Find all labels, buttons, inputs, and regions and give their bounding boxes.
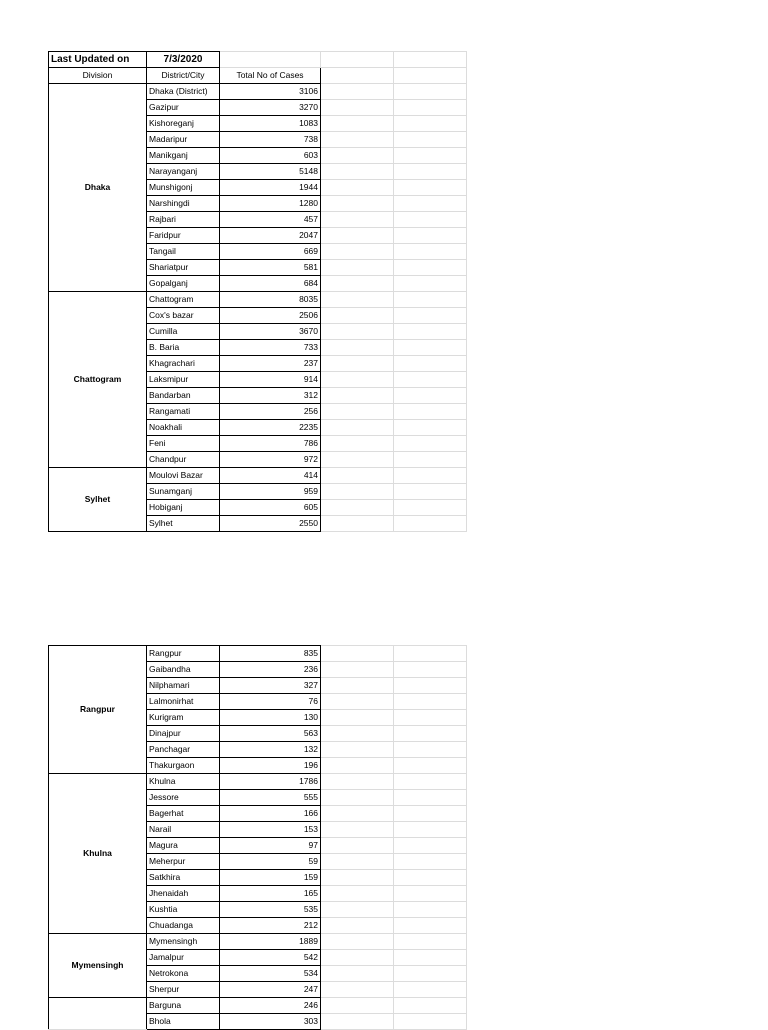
empty-cell[interactable] — [394, 790, 467, 806]
district-cell[interactable]: Khagrachari — [147, 356, 220, 372]
empty-cell[interactable] — [321, 356, 394, 372]
empty-cell[interactable] — [321, 164, 394, 180]
district-cell[interactable]: Bhola — [147, 1014, 220, 1030]
empty-cell[interactable] — [321, 902, 394, 918]
district-cell[interactable]: Magura — [147, 838, 220, 854]
empty-cell[interactable] — [394, 966, 467, 982]
cases-cell[interactable]: 563 — [220, 726, 321, 742]
cases-cell[interactable]: 165 — [220, 886, 321, 902]
empty-cell[interactable] — [394, 500, 467, 516]
empty-cell[interactable] — [321, 662, 394, 678]
empty-cell[interactable] — [321, 372, 394, 388]
district-cell[interactable]: Gazipur — [147, 100, 220, 116]
district-cell[interactable]: Shariatpur — [147, 260, 220, 276]
empty-cell[interactable] — [321, 774, 394, 790]
empty-cell[interactable] — [394, 516, 467, 532]
empty-cell[interactable] — [394, 662, 467, 678]
empty-cell[interactable] — [394, 228, 467, 244]
cases-cell[interactable]: 3670 — [220, 324, 321, 340]
empty-cell[interactable] — [321, 484, 394, 500]
district-cell[interactable]: Rangamati — [147, 404, 220, 420]
empty-cell[interactable] — [394, 100, 467, 116]
district-cell[interactable]: Tangail — [147, 244, 220, 260]
empty-cell[interactable] — [321, 420, 394, 436]
cases-cell[interactable]: 5148 — [220, 164, 321, 180]
cases-cell[interactable]: 153 — [220, 822, 321, 838]
empty-cell[interactable] — [321, 758, 394, 774]
empty-cell[interactable] — [394, 838, 467, 854]
empty-cell[interactable] — [321, 854, 394, 870]
cases-cell[interactable]: 247 — [220, 982, 321, 998]
district-cell[interactable]: Dinajpur — [147, 726, 220, 742]
empty-cell[interactable] — [394, 854, 467, 870]
district-cell[interactable]: Gaibandha — [147, 662, 220, 678]
cases-cell[interactable]: 959 — [220, 484, 321, 500]
district-cell[interactable]: Barguna — [147, 998, 220, 1014]
empty-cell[interactable] — [394, 164, 467, 180]
empty-cell[interactable] — [321, 950, 394, 966]
district-cell[interactable]: Noakhali — [147, 420, 220, 436]
empty-cell[interactable] — [394, 710, 467, 726]
column-header-row — [49, 68, 467, 84]
empty-cell[interactable] — [394, 132, 467, 148]
cases-cell[interactable]: 914 — [220, 372, 321, 388]
cases-cell[interactable]: 835 — [220, 646, 321, 662]
district-cell[interactable]: Sylhet — [147, 516, 220, 532]
empty-cell[interactable] — [321, 678, 394, 694]
cases-cell[interactable]: 159 — [220, 870, 321, 886]
cases-cell[interactable]: 246 — [220, 998, 321, 1014]
empty-cell[interactable] — [394, 372, 467, 388]
cases-cell[interactable]: 327 — [220, 678, 321, 694]
empty-cell[interactable] — [321, 500, 394, 516]
cases-cell[interactable]: 2506 — [220, 308, 321, 324]
empty-cell[interactable] — [394, 52, 467, 68]
district-cell[interactable]: Madaripur — [147, 132, 220, 148]
table-row — [49, 84, 467, 100]
empty-cell[interactable] — [321, 340, 394, 356]
empty-cell[interactable] — [321, 84, 394, 100]
empty-cell[interactable] — [321, 822, 394, 838]
empty-cell[interactable] — [321, 934, 394, 950]
empty-cell[interactable] — [394, 934, 467, 950]
cases-cell[interactable]: 196 — [220, 758, 321, 774]
cases-cell[interactable]: 669 — [220, 244, 321, 260]
cases-cell[interactable]: 212 — [220, 918, 321, 934]
cases-cell[interactable]: 59 — [220, 854, 321, 870]
empty-cell[interactable] — [321, 742, 394, 758]
cases-cell[interactable]: 1083 — [220, 116, 321, 132]
district-cell[interactable]: Kishoreganj — [147, 116, 220, 132]
empty-cell[interactable] — [394, 998, 467, 1014]
empty-cell[interactable] — [321, 918, 394, 934]
district-cell[interactable]: Satkhira — [147, 870, 220, 886]
empty-cell[interactable] — [321, 998, 394, 1014]
cases-cell[interactable]: 3270 — [220, 100, 321, 116]
empty-cell[interactable] — [321, 436, 394, 452]
empty-cell[interactable] — [321, 452, 394, 468]
cases-table-1 — [48, 51, 467, 532]
district-cell[interactable]: Jessore — [147, 790, 220, 806]
cases-cell[interactable]: 76 — [220, 694, 321, 710]
empty-cell[interactable] — [394, 260, 467, 276]
empty-cell[interactable] — [321, 260, 394, 276]
table-row — [49, 998, 467, 1014]
cases-cell[interactable]: 1280 — [220, 196, 321, 212]
cases-cell[interactable]: 414 — [220, 468, 321, 484]
empty-cell[interactable] — [321, 68, 394, 84]
empty-cell[interactable] — [321, 790, 394, 806]
cases-table-2 — [48, 645, 467, 1030]
empty-cell[interactable] — [394, 678, 467, 694]
cases-cell[interactable]: 555 — [220, 790, 321, 806]
empty-cell[interactable] — [394, 276, 467, 292]
division-cell[interactable]: Sylhet — [49, 468, 147, 532]
cases-cell[interactable]: 542 — [220, 950, 321, 966]
empty-cell[interactable] — [394, 148, 467, 164]
district-cell[interactable]: Hobiganj — [147, 500, 220, 516]
empty-cell[interactable] — [321, 292, 394, 308]
empty-cell[interactable] — [321, 148, 394, 164]
cases-cell[interactable]: 2235 — [220, 420, 321, 436]
cases-cell[interactable]: 312 — [220, 388, 321, 404]
empty-cell[interactable] — [321, 710, 394, 726]
last-updated-label[interactable]: Last Updated on — [49, 52, 147, 68]
empty-cell[interactable] — [321, 982, 394, 998]
last-updated-row — [49, 52, 467, 68]
empty-cell[interactable] — [321, 324, 394, 340]
division-cell[interactable]: Khulna — [49, 774, 147, 934]
empty-cell[interactable] — [321, 468, 394, 484]
district-cell[interactable]: Thakurgaon — [147, 758, 220, 774]
cases-cell[interactable]: 256 — [220, 404, 321, 420]
empty-cell[interactable] — [394, 742, 467, 758]
cases-cell[interactable]: 237 — [220, 356, 321, 372]
header-total-cases[interactable]: Total No of Cases — [220, 68, 321, 84]
empty-cell[interactable] — [394, 244, 467, 260]
district-cell[interactable]: Narayanganj — [147, 164, 220, 180]
cases-cell[interactable]: 603 — [220, 148, 321, 164]
division-cell[interactable]: Rangpur — [49, 646, 147, 774]
cases-cell[interactable]: 738 — [220, 132, 321, 148]
district-cell[interactable]: Rajbari — [147, 212, 220, 228]
district-cell[interactable]: Bagerhat — [147, 806, 220, 822]
empty-cell[interactable] — [321, 52, 394, 68]
cases-cell[interactable]: 2047 — [220, 228, 321, 244]
empty-cell[interactable] — [394, 822, 467, 838]
cases-cell[interactable]: 97 — [220, 838, 321, 854]
cases-cell[interactable]: 2550 — [220, 516, 321, 532]
district-cell[interactable]: Cumilla — [147, 324, 220, 340]
cases-cell[interactable]: 8035 — [220, 292, 321, 308]
district-cell[interactable]: Rangpur — [147, 646, 220, 662]
district-cell[interactable]: Faridpur — [147, 228, 220, 244]
district-cell[interactable]: Jhenaidah — [147, 886, 220, 902]
cases-cell[interactable]: 303 — [220, 1014, 321, 1030]
table-row — [49, 292, 467, 308]
cases-cell[interactable]: 3106 — [220, 84, 321, 100]
empty-cell[interactable] — [321, 116, 394, 132]
district-cell[interactable]: Bandarban — [147, 388, 220, 404]
district-cell[interactable]: Gopalganj — [147, 276, 220, 292]
empty-cell[interactable] — [321, 244, 394, 260]
empty-cell[interactable] — [321, 516, 394, 532]
district-cell[interactable]: Cox's bazar — [147, 308, 220, 324]
empty-cell[interactable] — [394, 646, 467, 662]
empty-cell[interactable] — [321, 966, 394, 982]
empty-cell[interactable] — [321, 646, 394, 662]
district-cell[interactable]: Panchagar — [147, 742, 220, 758]
empty-cell[interactable] — [394, 886, 467, 902]
cases-cell[interactable]: 534 — [220, 966, 321, 982]
empty-cell[interactable] — [321, 100, 394, 116]
empty-cell[interactable] — [394, 774, 467, 790]
district-cell[interactable]: Manikganj — [147, 148, 220, 164]
district-cell[interactable]: Netrokona — [147, 966, 220, 982]
empty-cell[interactable] — [321, 180, 394, 196]
district-cell[interactable]: Sunamganj — [147, 484, 220, 500]
empty-cell[interactable] — [321, 806, 394, 822]
cases-cell[interactable]: 457 — [220, 212, 321, 228]
empty-cell[interactable] — [321, 276, 394, 292]
district-cell[interactable]: Laksmipur — [147, 372, 220, 388]
empty-cell[interactable] — [394, 404, 467, 420]
empty-cell[interactable] — [394, 116, 467, 132]
cases-cell[interactable]: 535 — [220, 902, 321, 918]
district-cell[interactable]: Meherpur — [147, 854, 220, 870]
cases-cell[interactable]: 130 — [220, 710, 321, 726]
empty-cell[interactable] — [394, 356, 467, 372]
empty-cell[interactable] — [321, 886, 394, 902]
empty-cell[interactable] — [394, 694, 467, 710]
empty-cell[interactable] — [321, 726, 394, 742]
table-row — [49, 774, 467, 790]
cases-cell[interactable]: 605 — [220, 500, 321, 516]
cases-cell[interactable]: 733 — [220, 340, 321, 356]
empty-cell[interactable] — [394, 180, 467, 196]
district-cell[interactable]: Chuadanga — [147, 918, 220, 934]
last-updated-value[interactable]: 7/3/2020 — [147, 52, 220, 68]
division-cell[interactable]: Mymensingh — [49, 934, 147, 998]
cases-cell[interactable]: 581 — [220, 260, 321, 276]
empty-cell[interactable] — [394, 324, 467, 340]
header-district[interactable]: District/City — [147, 68, 220, 84]
empty-cell[interactable] — [394, 308, 467, 324]
header-division[interactable]: Division — [49, 68, 147, 84]
empty-cell[interactable] — [321, 1014, 394, 1030]
district-cell[interactable]: Kushtia — [147, 902, 220, 918]
district-cell[interactable]: Sherpur — [147, 982, 220, 998]
empty-cell[interactable] — [394, 420, 467, 436]
empty-cell[interactable] — [394, 1014, 467, 1030]
division-cell[interactable]: Chattogram — [49, 292, 147, 468]
district-cell[interactable]: Mymensingh — [147, 934, 220, 950]
district-cell[interactable]: Chattogram — [147, 292, 220, 308]
empty-cell[interactable] — [394, 982, 467, 998]
table-row — [49, 646, 467, 662]
division-cell[interactable] — [49, 998, 147, 1030]
empty-cell[interactable] — [321, 132, 394, 148]
empty-cell[interactable] — [321, 308, 394, 324]
empty-cell[interactable] — [321, 196, 394, 212]
district-cell[interactable]: Chandpur — [147, 452, 220, 468]
empty-cell[interactable] — [394, 436, 467, 452]
empty-cell[interactable] — [394, 84, 467, 100]
cases-cell[interactable]: 166 — [220, 806, 321, 822]
empty-cell[interactable] — [394, 468, 467, 484]
district-cell[interactable]: Moulovi Bazar — [147, 468, 220, 484]
empty-cell[interactable] — [394, 870, 467, 886]
district-cell[interactable]: Dhaka (District) — [147, 84, 220, 100]
empty-cell[interactable] — [394, 452, 467, 468]
division-cell[interactable]: Dhaka — [49, 84, 147, 292]
empty-cell[interactable] — [321, 388, 394, 404]
empty-cell[interactable] — [394, 902, 467, 918]
empty-cell[interactable] — [394, 758, 467, 774]
district-cell[interactable]: Khulna — [147, 774, 220, 790]
empty-cell[interactable] — [394, 806, 467, 822]
empty-cell[interactable] — [321, 694, 394, 710]
empty-cell[interactable] — [394, 340, 467, 356]
table-row — [49, 934, 467, 950]
empty-cell[interactable] — [394, 212, 467, 228]
cases-cell[interactable]: 1889 — [220, 934, 321, 950]
district-cell[interactable]: Feni — [147, 436, 220, 452]
empty-cell[interactable] — [321, 838, 394, 854]
district-cell[interactable]: Lalmonirhat — [147, 694, 220, 710]
empty-cell[interactable] — [394, 726, 467, 742]
cases-cell[interactable]: 132 — [220, 742, 321, 758]
cases-cell[interactable]: 1786 — [220, 774, 321, 790]
empty-cell[interactable] — [220, 52, 321, 68]
empty-cell[interactable] — [394, 918, 467, 934]
empty-cell[interactable] — [394, 388, 467, 404]
table-row — [49, 468, 467, 484]
cases-cell[interactable]: 684 — [220, 276, 321, 292]
cases-cell[interactable]: 972 — [220, 452, 321, 468]
district-cell[interactable]: Munshigonj — [147, 180, 220, 196]
empty-cell[interactable] — [394, 484, 467, 500]
empty-cell[interactable] — [394, 292, 467, 308]
district-cell[interactable]: Jamalpur — [147, 950, 220, 966]
district-cell[interactable]: B. Baria — [147, 340, 220, 356]
district-cell[interactable]: Narail — [147, 822, 220, 838]
district-cell[interactable]: Narshingdi — [147, 196, 220, 212]
empty-cell[interactable] — [321, 228, 394, 244]
cases-cell[interactable]: 236 — [220, 662, 321, 678]
district-cell[interactable]: Kurigram — [147, 710, 220, 726]
empty-cell[interactable] — [394, 196, 467, 212]
empty-cell[interactable] — [394, 950, 467, 966]
empty-cell[interactable] — [321, 870, 394, 886]
cases-cell[interactable]: 1944 — [220, 180, 321, 196]
empty-cell[interactable] — [394, 68, 467, 84]
cases-cell[interactable]: 786 — [220, 436, 321, 452]
empty-cell[interactable] — [321, 212, 394, 228]
district-cell[interactable]: Nilphamari — [147, 678, 220, 694]
empty-cell[interactable] — [321, 404, 394, 420]
